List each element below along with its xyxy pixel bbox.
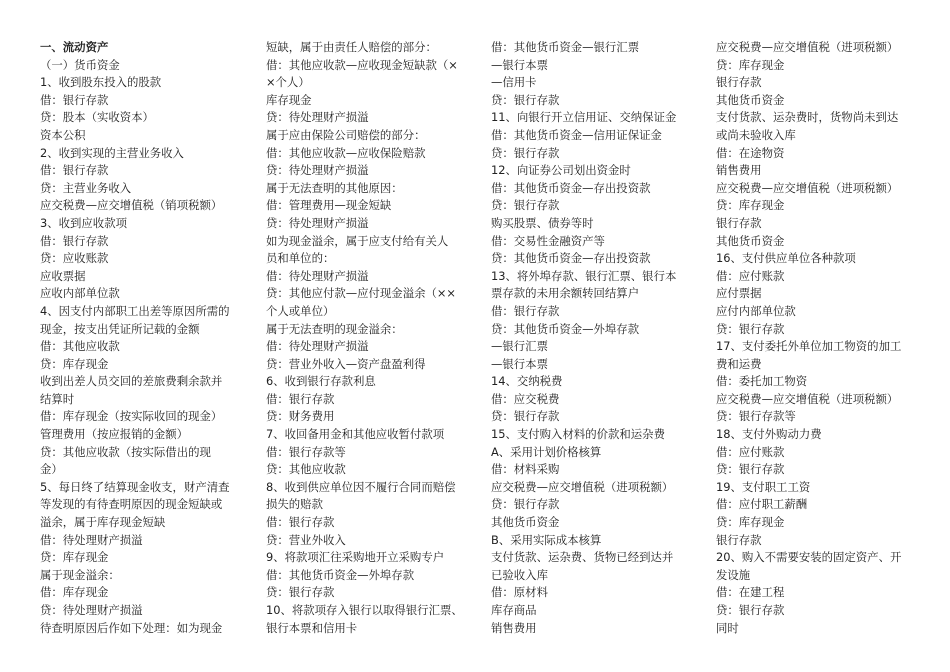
text-line: 借：其他应收款: [40, 339, 120, 354]
text-line: 4、因支付内部职工出差等原因所需的: [40, 303, 230, 318]
text-line: 结算时: [40, 391, 75, 406]
text-line: 贷：应收账款: [40, 251, 109, 266]
text-line: 借：材料采购: [491, 462, 560, 477]
text-line: 贷：待处理财产损溢: [40, 603, 143, 617]
text-line: 等发现的有待查明原因的现金短缺或: [40, 497, 223, 512]
text-line: 银行本票和信用卡: [266, 620, 358, 635]
text-line: 贷：银行存款: [716, 603, 785, 617]
text-line: 应交税费—应交增值税（进项税额）: [491, 479, 674, 494]
text-line: 应交税费—应交增值税（进项税额）: [716, 40, 899, 54]
text-line: 贷：库存现金: [716, 198, 785, 213]
text-line: 待查明原因后作如下处理：如为现金: [40, 620, 223, 635]
text-line: 13、将外埠存款、银行汇票、银行本: [491, 268, 677, 283]
text-line: 借：其他应收款—应收保险赔款: [266, 145, 426, 160]
text-line: 贷：银行存款: [716, 321, 785, 336]
text-line: 贷：主营业务收入: [40, 180, 132, 195]
text-line: 18、支付外购动力费: [716, 427, 822, 442]
text-line: 借：银行存款: [266, 515, 335, 530]
text-line: 20、购入不需要安装的固定资产、开: [716, 550, 902, 565]
text-line: 员和单位的：: [266, 251, 335, 266]
text-line: 溢余，属于库存现金短缺: [40, 515, 166, 530]
text-line: 其他货币资金: [716, 92, 785, 107]
text-line: 库存现金: [266, 92, 312, 107]
text-line: （一）货币资金: [40, 57, 120, 72]
text-line: 贷：库存现金: [40, 550, 109, 565]
text-line: 借：银行存款等: [266, 444, 346, 459]
text-line: 贷：其他应收款（按实际借出的现: [40, 444, 211, 459]
text-line: 借：管理费用—现金短缺: [266, 198, 392, 213]
text-line: 借：待处理财产损溢: [266, 268, 369, 283]
text-line: 贷：待处理财产损溢: [266, 163, 369, 178]
text-line: 贷：库存现金: [716, 515, 785, 530]
text-line: 票存款的未用余额转回结算户: [491, 286, 640, 301]
text-line: 贷：银行存款等: [716, 409, 796, 424]
text-line: 应交税费—应交增值税（销项税额）: [40, 198, 223, 213]
text-line: 贷：库存现金: [716, 57, 785, 72]
text-line: 已验收入库: [491, 567, 548, 582]
text-line: 6、收到银行存款利息: [266, 374, 376, 389]
text-line: 或尚未验收入库: [716, 127, 796, 142]
text-line: 应付票据: [716, 286, 762, 301]
text-line: 贷：股本（实收资本）: [40, 110, 154, 125]
text-line: B、采用实际成本核算: [491, 532, 602, 547]
text-line: 借：应交税费: [491, 391, 560, 406]
text-line: 借：在建工程: [716, 585, 785, 600]
text-line: 借：其他货币资金—存出投资款: [491, 180, 651, 195]
text-line: 借：银行存款: [40, 92, 109, 107]
text-line: 购买股票、债券等时: [491, 215, 594, 230]
text-line: 销售费用: [491, 620, 537, 635]
text-line: —银行汇票: [491, 339, 548, 354]
text-line: 贷：其他货币资金—存出投资款: [491, 251, 651, 266]
text-line: 支付货款、运杂费、货物已经到达并: [491, 550, 674, 565]
text-line: 借：在途物资: [716, 145, 785, 160]
text-line: 应付内部单位款: [716, 303, 796, 318]
text-line: 贷：银行存款: [491, 198, 560, 213]
text-line: 损失的赔款: [266, 497, 323, 512]
text-line: 10、将款项存入银行以取得银行汇票、: [266, 603, 463, 617]
text-line: 贷：其他应付款—应付现金溢余（××: [266, 286, 456, 301]
text-line: 16、支付供应单位各种款项: [716, 251, 856, 266]
text-line: 个人或单位）: [266, 303, 335, 318]
text-line: 短缺，属于由责任人赔偿的部分：: [266, 40, 437, 54]
text-line: 支付货款、运杂费时，货物尚未到达: [716, 110, 899, 125]
text-line: 11、向银行开立信用证、交纳保证金: [491, 110, 677, 125]
text-column-2: [266, 39, 484, 637]
text-line: 资本公积: [40, 127, 86, 142]
text-line: 银行存款: [716, 215, 762, 230]
text-line: 现金，按支出凭证所记载的金额: [40, 321, 200, 336]
text-line: 其他货币资金: [716, 233, 785, 248]
text-line: 3、收到应收款项: [40, 215, 127, 230]
text-line: 其他货币资金: [491, 515, 560, 530]
text-column-4: [716, 39, 934, 637]
text-line: 借：应付职工薪酬: [716, 497, 808, 512]
text-line: ×个人）: [266, 75, 310, 90]
text-line: 贷：营业外收入—资产盘盈利得: [266, 356, 426, 371]
text-line: 应收票据: [40, 268, 86, 283]
text-line: 金）: [40, 462, 63, 477]
text-line: 借：待处理财产损溢: [40, 532, 143, 547]
text-line: 如为现金溢余，属于应支付给有关人: [266, 233, 449, 248]
text-line: 14、交纳税费: [491, 374, 563, 389]
text-line: 7、收回备用金和其他应收暂付款项: [266, 427, 445, 442]
text-line: —信用卡: [491, 75, 537, 90]
text-line: 贷：库存现金: [40, 356, 109, 371]
text-line: 贷：银行存款: [716, 462, 785, 477]
text-line: 贷：银行存款: [491, 409, 560, 424]
text-line: 费和运费: [716, 356, 762, 371]
text-line: 贷：待处理财产损溢: [266, 215, 369, 230]
text-line: 应收内部单位款: [40, 286, 120, 301]
text-line: 贷：财务费用: [266, 409, 335, 424]
text-line: 贷：其他应收款: [266, 462, 346, 477]
text-line: 借：其他货币资金—信用证保证金: [491, 127, 662, 142]
text-line: 借：银行存款: [491, 303, 560, 318]
section-heading: 一、流动资产: [40, 40, 109, 54]
text-line: 同时: [716, 620, 739, 635]
text-line: 贷：待处理财产损溢: [266, 110, 369, 125]
text-line: 应交税费—应交增值税（进项税额）: [716, 180, 899, 195]
text-line: —银行本票: [491, 57, 548, 72]
text-line: 借：原材料: [491, 585, 548, 600]
text-line: 15、支付购入材料的价款和运杂费: [491, 427, 665, 442]
text-line: 贷：银行存款: [491, 497, 560, 512]
text-line: 管理费用（按应报销的金额）: [40, 427, 189, 442]
text-column-1: [40, 39, 258, 637]
text-line: 8、收到供应单位因不履行合同而赔偿: [266, 479, 456, 494]
text-line: 贷：其他货币资金—外埠存款: [491, 321, 640, 336]
text-line: 银行存款: [716, 75, 762, 90]
text-line: 借：库存现金: [40, 585, 109, 600]
text-line: 应交税费—应交增值税（进项税额）: [716, 391, 899, 406]
text-line: 借：委托加工物资: [716, 374, 808, 389]
text-line: 借：银行存款: [40, 163, 109, 178]
text-line: 借：其他货币资金—银行汇票: [491, 40, 640, 54]
text-line: 属于应由保险公司赔偿的部分：: [266, 127, 426, 142]
text-line: 贷：营业外收入: [266, 532, 346, 547]
text-line: 银行存款: [716, 532, 762, 547]
text-line: 借：其他货币资金—外埠存款: [266, 567, 415, 582]
text-line: 借：应付账款: [716, 444, 785, 459]
text-line: 销售费用: [716, 163, 762, 178]
text-column-3: [491, 39, 709, 637]
text-line: 贷：银行存款: [491, 145, 560, 160]
text-line: 发设施: [716, 567, 751, 582]
text-line: 属于无法查明的现金溢余：: [266, 321, 403, 336]
text-line: —银行本票: [491, 356, 548, 371]
text-line: 借：其他应收款—应收现金短缺款（×: [266, 57, 458, 72]
text-line: 贷：银行存款: [491, 92, 560, 107]
text-line: 5、每日终了结算现金收支，财产清查: [40, 479, 230, 494]
text-line: 借：银行存款: [40, 233, 109, 248]
text-line: 2、收到实现的主营业务收入: [40, 145, 184, 160]
text-line: 借：交易性金融资产等: [491, 233, 605, 248]
text-line: 借：待处理财产损溢: [266, 339, 369, 354]
text-line: 借：应付账款: [716, 268, 785, 283]
text-line: 12、向证券公司划出资金时: [491, 163, 631, 178]
text-line: 17、支付委托外单位加工物资的加工: [716, 339, 902, 354]
text-line: 属于现金溢余：: [40, 567, 120, 582]
text-line: 1、收到股东投入的股款: [40, 75, 162, 90]
text-line: 贷：银行存款: [266, 585, 335, 600]
text-line: 9、将款项汇往采购地开立采购专户: [266, 550, 445, 565]
text-line: 收到出差人员交回的差旅费剩余款并: [40, 374, 223, 389]
text-line: 19、支付职工工资: [716, 479, 811, 494]
text-line: 借：银行存款: [266, 391, 335, 406]
text-line: A、采用计划价格核算: [491, 444, 602, 459]
text-line: 库存商品: [491, 603, 537, 617]
text-line: 借：库存现金（按实际收回的现金）: [40, 409, 223, 424]
text-line: 属于无法查明的其他原因：: [266, 180, 403, 195]
